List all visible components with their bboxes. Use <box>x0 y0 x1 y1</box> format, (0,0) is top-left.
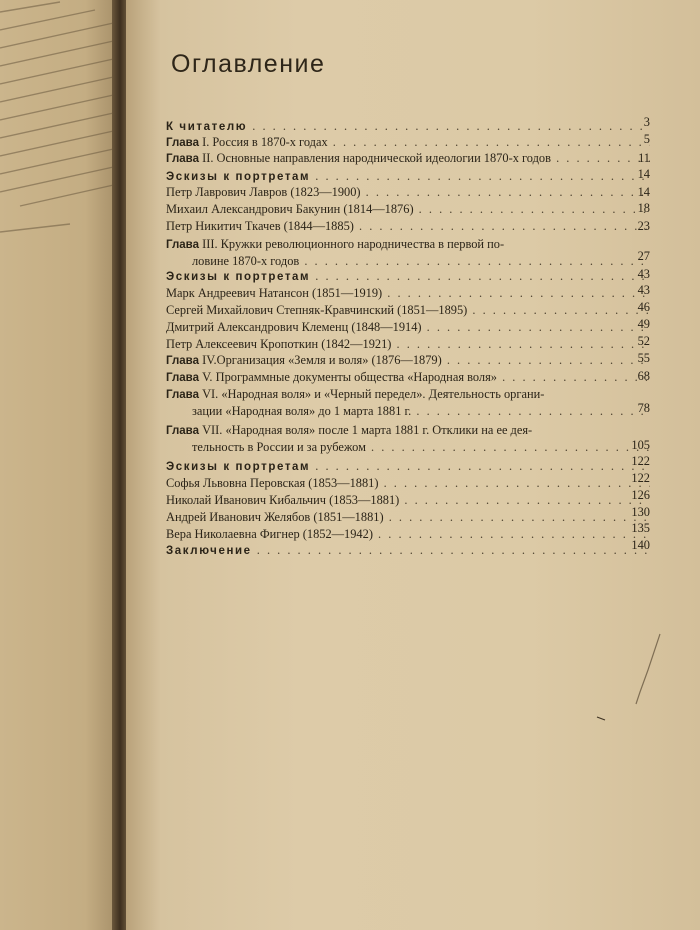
toc-entry <box>166 236 650 269</box>
toc-entry <box>166 302 650 318</box>
page-number: 3 <box>643 115 650 129</box>
toc-title-text: Михаил Александрович Бакунин (1814—1876) <box>166 202 414 216</box>
toc-entry-title <box>166 268 650 285</box>
toc-entry-title <box>166 386 650 403</box>
toc-entry-title-continued: ловине 1870-х годов . . . <box>166 253 650 269</box>
toc-entry-title <box>166 492 650 508</box>
page-number: 122 <box>631 454 650 468</box>
chapter-label: Глава <box>166 425 199 437</box>
toc-entry <box>166 118 650 135</box>
toc-entry <box>166 168 650 185</box>
toc-entry-title <box>166 168 650 185</box>
toc-entry-title <box>166 319 650 335</box>
toc-entry-title <box>166 201 650 217</box>
toc-entry-title <box>166 236 650 253</box>
paper-speck <box>596 715 608 723</box>
right-page <box>126 0 700 930</box>
toc-entry-title <box>166 336 650 352</box>
toc-title-text: Дмитрий Александрович Клеменц (1848—1914) <box>166 320 422 334</box>
page-number: 14 <box>637 167 650 181</box>
toc-title-text: Эскизы к портретам <box>166 461 311 473</box>
toc-title-text: Николай Иванович Кибальчич (1853—1881) <box>166 493 400 507</box>
chapter-label: Глава <box>166 239 199 251</box>
toc-entry <box>166 475 650 491</box>
page-number: 49 <box>637 317 650 331</box>
toc-title-text: Сергей Михайлович Степняк-Кравчинский (1851—1895) <box>166 303 468 317</box>
toc-entry <box>166 150 650 167</box>
toc-entry <box>166 492 650 508</box>
toc-title-text: IV.Организация «Земля и воля» (1876—1879) <box>202 353 442 367</box>
toc-entry-title <box>166 509 650 525</box>
page-number: 105 <box>631 438 650 452</box>
toc-title-text: Марк Андреевич Натансон (1851—1919) <box>166 286 383 300</box>
page-number: 78 <box>637 401 650 415</box>
toc-entry-title <box>166 422 650 439</box>
toc-entry <box>166 422 650 455</box>
page-title: Оглавление <box>171 50 326 78</box>
chapter-label: Глава <box>166 355 199 367</box>
toc-entry <box>166 458 650 475</box>
pencil-mark <box>626 630 666 710</box>
left-page-edge <box>0 0 122 930</box>
toc-entry <box>166 184 650 200</box>
toc-entry <box>166 268 650 285</box>
toc-entry <box>166 336 650 352</box>
toc-entry-title <box>166 285 650 301</box>
toc-title-text: VII. «Народная воля» после 1 марта 1881 г. Отклики на ее дея- <box>202 423 533 437</box>
toc-title-text: Петр Алексеевич Кропоткин (1842—1921) <box>166 337 392 351</box>
page-number: 130 <box>631 505 650 519</box>
toc-entry <box>166 509 650 525</box>
toc-entry-title <box>166 352 650 369</box>
page-number: 55 <box>637 351 650 365</box>
page-number: 23 <box>637 219 650 233</box>
page-number: 140 <box>631 538 650 552</box>
toc-entry-title <box>166 184 650 200</box>
toc-title-text: VI. «Народная воля» и «Черный передел». Деятельность органи- <box>202 387 545 401</box>
toc-entry <box>166 218 650 234</box>
page-number: 11 <box>638 151 650 165</box>
page-number: 126 <box>631 488 650 502</box>
toc-entry <box>166 134 650 151</box>
toc-entry <box>166 526 650 542</box>
toc-title-text: Петр Лаврович Лавров (1823—1900) <box>166 185 361 199</box>
page-number: 52 <box>637 334 650 348</box>
toc-entry-title-continued: тельность в России и за рубежом . . . <box>166 439 650 455</box>
page-number: 14 <box>637 185 650 199</box>
page-number: 43 <box>637 267 650 281</box>
toc-title-text: Вера Николаевна Фигнер (1852—1942) <box>166 527 373 541</box>
toc-title-text: Петр Никитич Ткачев (1844—1885) <box>166 219 354 233</box>
toc-title-text: Софья Львовна Перовская (1853—1881) <box>166 476 379 490</box>
toc-entry-title <box>166 369 650 386</box>
page-number: 27 <box>637 249 650 263</box>
toc-entry-title-continued: зации «Народная воля» до 1 марта 1881 г. . . . <box>166 403 650 419</box>
page-number: 135 <box>631 521 650 535</box>
chapter-label: Глава <box>166 389 199 401</box>
show-through-text <box>0 0 122 260</box>
toc-entry <box>166 369 650 386</box>
toc-entry-title <box>166 150 650 167</box>
toc-entry-title <box>166 526 650 542</box>
toc-title-text: К читателю <box>166 121 248 133</box>
toc-title-text: Эскизы к портретам <box>166 171 311 183</box>
toc-entry-title <box>166 302 650 318</box>
toc-entry <box>166 285 650 301</box>
toc-entry <box>166 386 650 419</box>
toc-entry <box>166 542 650 559</box>
toc-entry <box>166 319 650 335</box>
page-number: 68 <box>637 369 650 383</box>
toc-title-text: II. Основные направления народнической идеологии 1870-х годов <box>202 151 551 165</box>
toc-entry <box>166 352 650 369</box>
toc-entry-title <box>166 542 650 559</box>
toc-title-text: Андрей Иванович Желябов (1851—1881) <box>166 510 384 524</box>
toc-entry-title <box>166 118 650 135</box>
toc-title-text: I. Россия в 1870-х годах <box>202 135 328 149</box>
toc-title-text: Эскизы к портретам <box>166 271 311 283</box>
toc-title-text: Заключение <box>166 545 252 557</box>
page-number: 46 <box>637 300 650 314</box>
toc-title-text: V. Программные документы общества «Народная воля» <box>202 370 497 384</box>
toc-entry <box>166 201 650 217</box>
page-number: 18 <box>637 201 650 215</box>
chapter-label: Глава <box>166 372 199 384</box>
page-number: 5 <box>643 132 650 146</box>
page-number: 43 <box>637 283 650 297</box>
chapter-label: Глава <box>166 153 199 165</box>
page-number: 122 <box>631 471 650 485</box>
toc-entry-title <box>166 218 650 234</box>
toc-entry-title <box>166 458 650 475</box>
toc-entry-title <box>166 134 650 151</box>
chapter-label: Глава <box>166 137 199 149</box>
toc-entry-title <box>166 475 650 491</box>
toc-title-text: III. Кружки революционного народничества в первой по- <box>202 237 505 251</box>
